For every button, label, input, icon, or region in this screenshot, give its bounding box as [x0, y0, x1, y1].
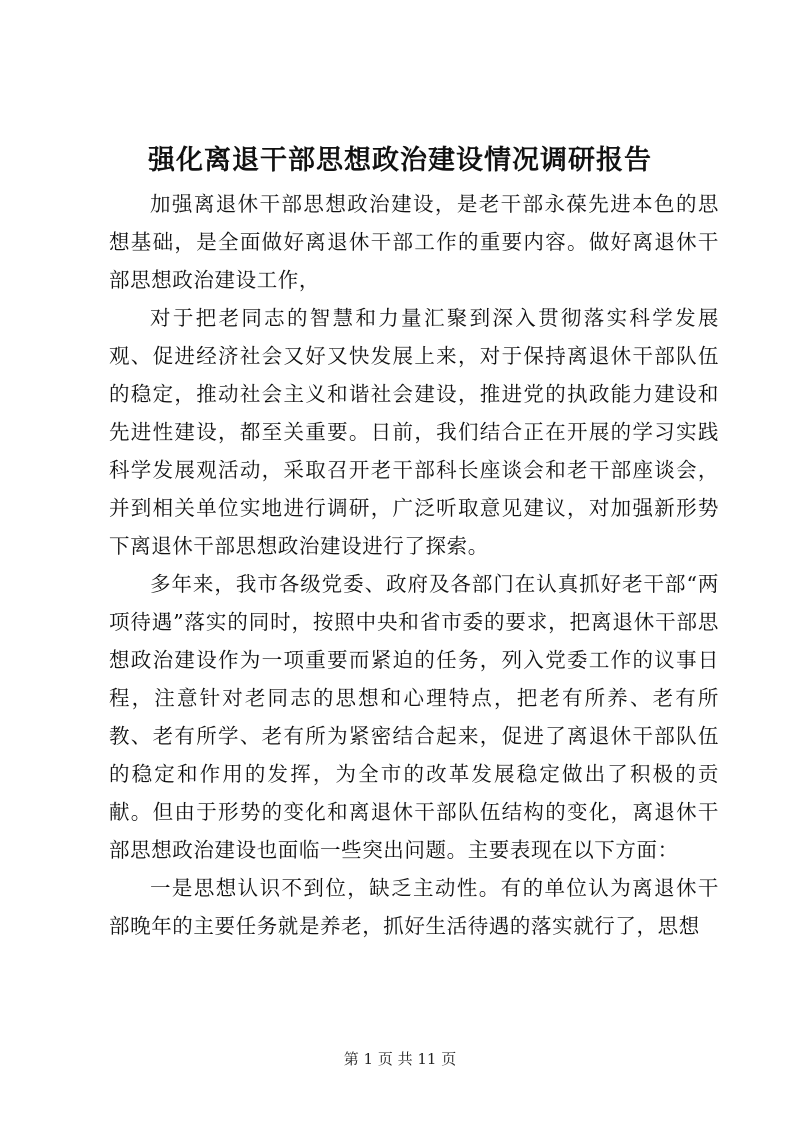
paragraph: 一是思想认识不到位，缺乏主动性。有的单位认为离退休干部晚年的主要任务就是养老，抓好生活待遇的落实就行了，思想 [109, 876, 719, 938]
paragraph: 多年来，我市各级党委、政府及各部门在认真抓好老干部“两项待遇”落实的同时，按照中央和省市委的要求，把离退休干部思想政治建设作为一项重要而紧迫的任务，列入党委工作的议事日程，注意针对老同志的思想和心理特点，把老有所养、老有所教、老有所学、老有所为紧密结合起来，促进了离退休干部队伍的稳定和作用的发挥，为全市的改革发展稳定做出了积极的贡献。但由于形势的变化和离退休干部队伍结构的变化，离退休干部思想政治建设也面临一些突出问题。主要表现在以下方面： [109, 572, 719, 862]
paragraph: 对于把老同志的智慧和力量汇聚到深入贯彻落实科学发展观、促进经济社会又好又快发展上来，对于保持离退休干部队伍的稳定，推动社会主义和谐社会建设，推进党的执政能力建设和先进性建设，都至关重要。日前，我们结合正在开展的学习实践科学发展观活动，采取召开老干部科长座谈会和老干部座谈会，并到相关单位实地进行调研，广泛听取意见建议，对加强新形势下离退休干部思想政治建设进行了探索。 [109, 306, 719, 558]
document-body [109, 185, 719, 945]
document-title: 强化离退干部思想政治建设情况调研报告 [148, 145, 652, 176]
page-number-footer: 第 1 页 共 11 页 [343, 1050, 457, 1068]
paragraph: 加强离退休干部思想政治建设，是老干部永葆先进本色的思想基础，是全面做好离退休干部工作的重要内容。做好离退休干部思想政治建设工作， [109, 192, 719, 292]
